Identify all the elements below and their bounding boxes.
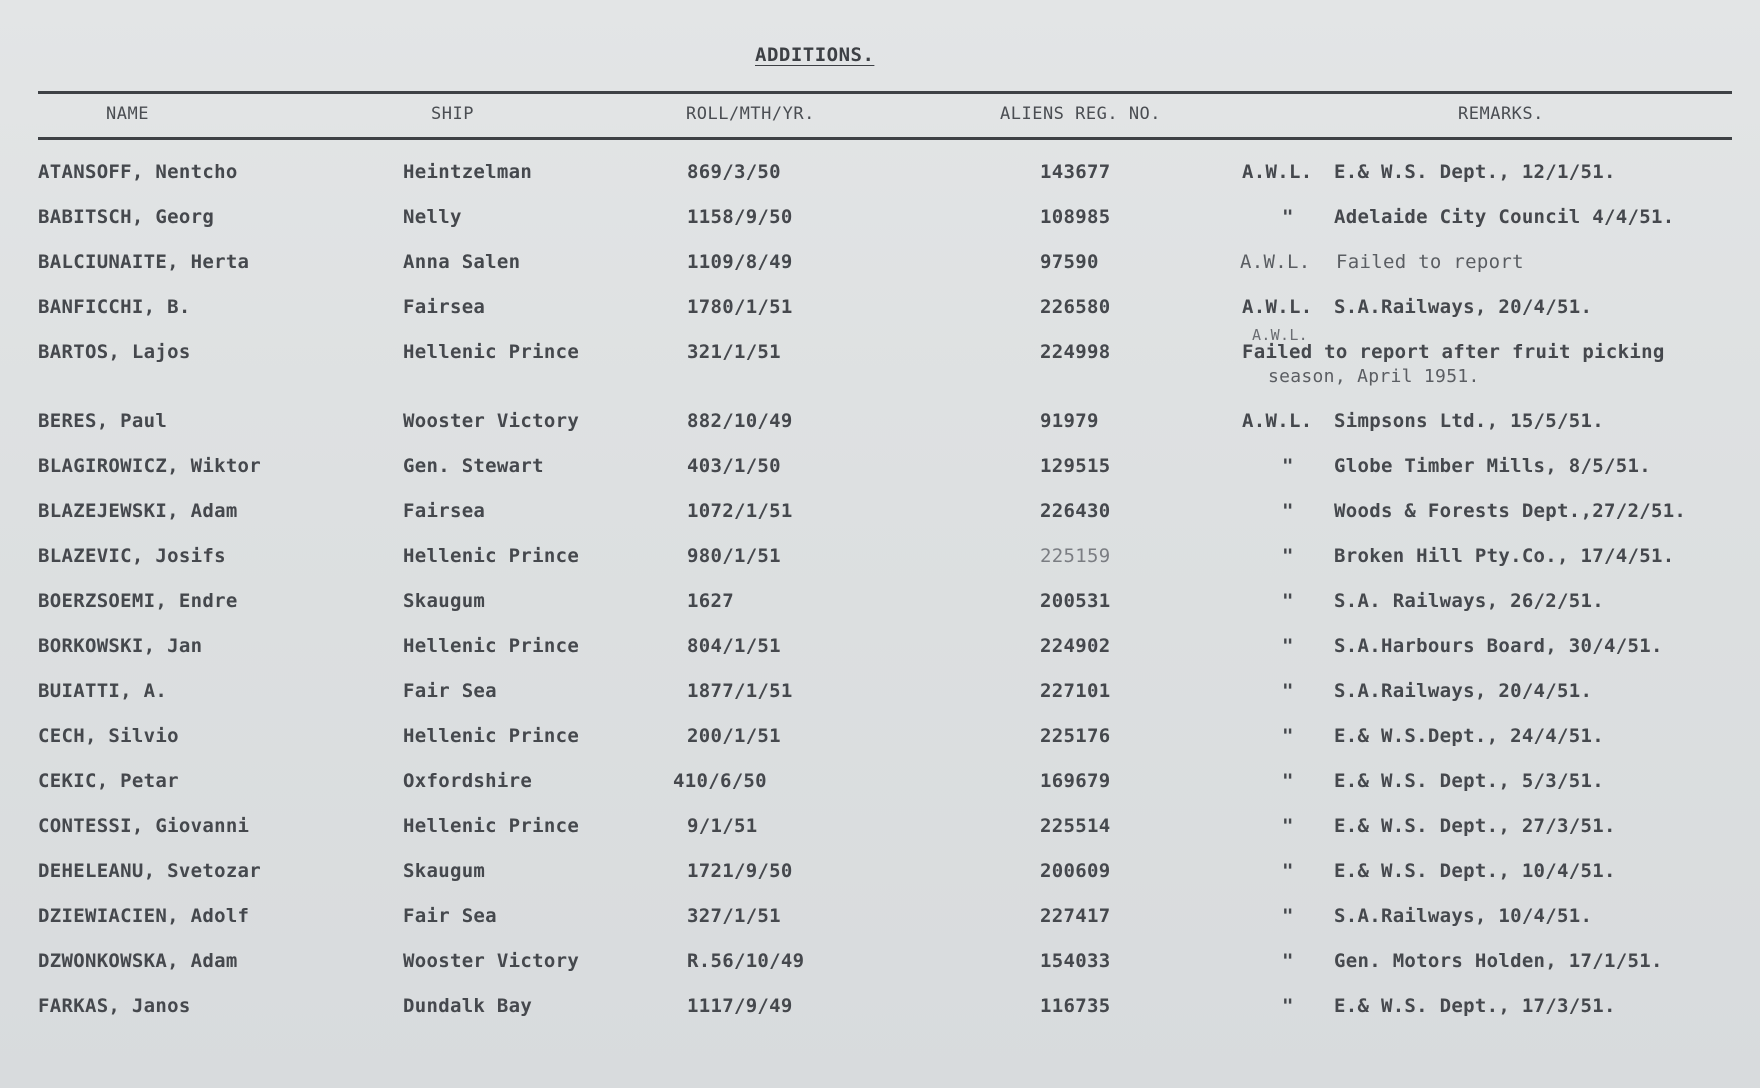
table-row-remark: Simpsons Ltd., 15/5/51.	[1334, 410, 1604, 432]
table-row-remark-prefix: A.W.L.	[1242, 410, 1313, 432]
table-row-name: BARTOS, Lajos	[38, 341, 191, 363]
table-row-roll: 1158/9/50	[687, 206, 793, 228]
table-row-name: FARKAS, Janos	[38, 995, 191, 1017]
page-title: ADDITIONS.	[755, 44, 875, 66]
table-row-roll: 1109/8/49	[687, 251, 793, 273]
table-row-remark: S.A. Railways, 26/2/51.	[1334, 590, 1604, 612]
table-row-remark-prefix: "	[1282, 635, 1294, 657]
table-row-reg-no: 97590	[1040, 251, 1099, 273]
table-row-ship: Skaugum	[403, 860, 486, 882]
table-row-roll: 1877/1/51	[687, 680, 793, 702]
table-row-reg-no: 91979	[1040, 410, 1099, 432]
table-row-remark-prefix: A.W.L.	[1252, 326, 1308, 344]
table-row-roll: R.56/10/49	[687, 950, 805, 972]
column-header-name: NAME	[106, 104, 149, 124]
table-row-remark: E.& W.S. Dept., 12/1/51.	[1334, 161, 1616, 183]
table-row-ship: Hellenic Prince	[403, 815, 580, 837]
table-row-ship: Fairsea	[403, 296, 486, 318]
table-row-remark: Failed to report after fruit picking	[1242, 341, 1665, 363]
column-header-roll: ROLL/MTH/YR.	[686, 104, 815, 124]
table-row-reg-no: 225514	[1040, 815, 1111, 837]
table-row-remark-prefix: "	[1282, 680, 1294, 702]
table-row-remark-prefix: "	[1282, 455, 1294, 477]
table-row-roll: 980/1/51	[687, 545, 781, 567]
table-row-remark-prefix: "	[1282, 500, 1294, 522]
table-row-remark-prefix: "	[1282, 590, 1294, 612]
table-row-remark-prefix: "	[1282, 770, 1294, 792]
table-row-ship: Fair Sea	[403, 905, 497, 927]
table-row-ship: Wooster Victory	[403, 410, 580, 432]
table-row-remark-prefix: A.W.L.	[1240, 251, 1311, 273]
table-row-reg-no: 224902	[1040, 635, 1111, 657]
table-row-ship: Oxfordshire	[403, 770, 533, 792]
table-row-roll: 1072/1/51	[687, 500, 793, 522]
table-row-reg-no: 227417	[1040, 905, 1111, 927]
table-row-roll: 403/1/50	[687, 455, 781, 477]
table-row-remark-prefix: "	[1282, 206, 1294, 228]
table-row-roll: 321/1/51	[687, 341, 781, 363]
table-row-remark: Woods & Forests Dept.,27/2/51.	[1334, 500, 1687, 522]
table-row-remark: S.A.Railways, 10/4/51.	[1334, 905, 1593, 927]
table-row-name: BORKOWSKI, Jan	[38, 635, 203, 657]
table-row-roll: 1780/1/51	[687, 296, 793, 318]
table-row-roll: 869/3/50	[687, 161, 781, 183]
table-row-ship: Nelly	[403, 206, 462, 228]
table-row-remark: E.& W.S. Dept., 10/4/51.	[1334, 860, 1616, 882]
table-row-name: BALCIUNAITE, Herta	[38, 251, 250, 273]
table-row-remark: Gen. Motors Holden, 17/1/51.	[1334, 950, 1663, 972]
column-header-remarks: REMARKS.	[1458, 104, 1544, 124]
table-row-remark: Failed to report	[1336, 251, 1524, 273]
table-row-name: ATANSOFF, Nentcho	[38, 161, 238, 183]
table-row-name: CEKIC, Petar	[38, 770, 179, 792]
table-row-reg-no: 154033	[1040, 950, 1111, 972]
table-row-name: DEHELEANU, Svetozar	[38, 860, 262, 882]
table-row-reg-no: 227101	[1040, 680, 1111, 702]
table-row-name: BLAGIROWICZ, Wiktor	[38, 455, 262, 477]
table-row-reg-no: 169679	[1040, 770, 1111, 792]
table-row-reg-no: 129515	[1040, 455, 1111, 477]
table-row-remark: Broken Hill Pty.Co., 17/4/51.	[1334, 545, 1675, 567]
table-row-remark: E.& W.S. Dept., 17/3/51.	[1334, 995, 1616, 1017]
table-row-remark-continued: season, April 1951.	[1268, 366, 1480, 387]
table-row-ship: Gen. Stewart	[403, 455, 544, 477]
table-row-roll: 9/1/51	[687, 815, 758, 837]
table-row-name: CONTESSI, Giovanni	[38, 815, 250, 837]
table-row-roll: 1117/9/49	[687, 995, 793, 1017]
table-row-ship: Hellenic Prince	[403, 341, 580, 363]
table-row-reg-no: 108985	[1040, 206, 1111, 228]
table-row-ship: Fair Sea	[403, 680, 497, 702]
table-row-remark-prefix: A.W.L.	[1242, 161, 1313, 183]
table-row-name: BANFICCHI, B.	[38, 296, 191, 318]
table-row-remark: S.A.Harbours Board, 30/4/51.	[1334, 635, 1663, 657]
table-row-reg-no: 226430	[1040, 500, 1111, 522]
table-row-remark-prefix: A.W.L.	[1242, 296, 1313, 318]
table-row-ship: Heintzelman	[403, 161, 533, 183]
table-row-remark: E.& W.S. Dept., 27/3/51.	[1334, 815, 1616, 837]
table-row-roll: 327/1/51	[687, 905, 781, 927]
table-row-roll: 1721/9/50	[687, 860, 793, 882]
table-row-remark: Adelaide City Council 4/4/51.	[1334, 206, 1675, 228]
column-header-aliens-reg-no: ALIENS REG. NO.	[1000, 104, 1162, 124]
column-header-ship: SHIP	[431, 104, 474, 124]
table-row-remark-prefix: "	[1282, 815, 1294, 837]
table-row-remark: S.A.Railways, 20/4/51.	[1334, 680, 1593, 702]
table-row-remark-prefix: "	[1282, 905, 1294, 927]
table-row-name: BLAZEVIC, Josifs	[38, 545, 226, 567]
table-row-name: BUIATTI, A.	[38, 680, 168, 702]
table-row-name: DZWONKOWSKA, Adam	[38, 950, 238, 972]
table-row-remark: S.A.Railways, 20/4/51.	[1334, 296, 1593, 318]
table-row-remark: E.& W.S.Dept., 24/4/51.	[1334, 725, 1604, 747]
table-row-ship: Fairsea	[403, 500, 486, 522]
table-row-roll: 410/6/50	[673, 770, 767, 792]
table-row-name: DZIEWIACIEN, Adolf	[38, 905, 250, 927]
table-row-reg-no: 200609	[1040, 860, 1111, 882]
table-row-name: CECH, Silvio	[38, 725, 179, 747]
table-row-roll: 200/1/51	[687, 725, 781, 747]
table-row-roll: 1627	[687, 590, 734, 612]
table-row-name: BOERZSOEMI, Endre	[38, 590, 238, 612]
table-row-reg-no: 225176	[1040, 725, 1111, 747]
table-row-name: BLAZEJEWSKI, Adam	[38, 500, 238, 522]
table-row-reg-no: 116735	[1040, 995, 1111, 1017]
table-row-remark-prefix: "	[1282, 725, 1294, 747]
table-row-roll: 882/10/49	[687, 410, 793, 432]
table-row-ship: Dundalk Bay	[403, 995, 533, 1017]
table-row-ship: Hellenic Prince	[403, 635, 580, 657]
table-row-remark: Globe Timber Mills, 8/5/51.	[1334, 455, 1651, 477]
table-row-ship: Hellenic Prince	[403, 545, 580, 567]
table-row-ship: Anna Salen	[403, 251, 521, 273]
table-row-remark-prefix: "	[1282, 860, 1294, 882]
table-row-reg-no: 200531	[1040, 590, 1111, 612]
table-row-remark-prefix: "	[1282, 995, 1294, 1017]
table-row-name: BABITSCH, Georg	[38, 206, 215, 228]
table-row-ship: Skaugum	[403, 590, 486, 612]
table-row-remark-prefix: "	[1282, 545, 1294, 567]
table-row-remark: E.& W.S. Dept., 5/3/51.	[1334, 770, 1604, 792]
table-row-name: BERES, Paul	[38, 410, 168, 432]
table-row-ship: Hellenic Prince	[403, 725, 580, 747]
table-row-reg-no: 225159	[1040, 545, 1111, 567]
table-row-reg-no: 226580	[1040, 296, 1111, 318]
table-row-remark-prefix: "	[1282, 950, 1294, 972]
table-row-reg-no: 143677	[1040, 161, 1111, 183]
table-row-reg-no: 224998	[1040, 341, 1111, 363]
table-row-ship: Wooster Victory	[403, 950, 580, 972]
table-row-roll: 804/1/51	[687, 635, 781, 657]
